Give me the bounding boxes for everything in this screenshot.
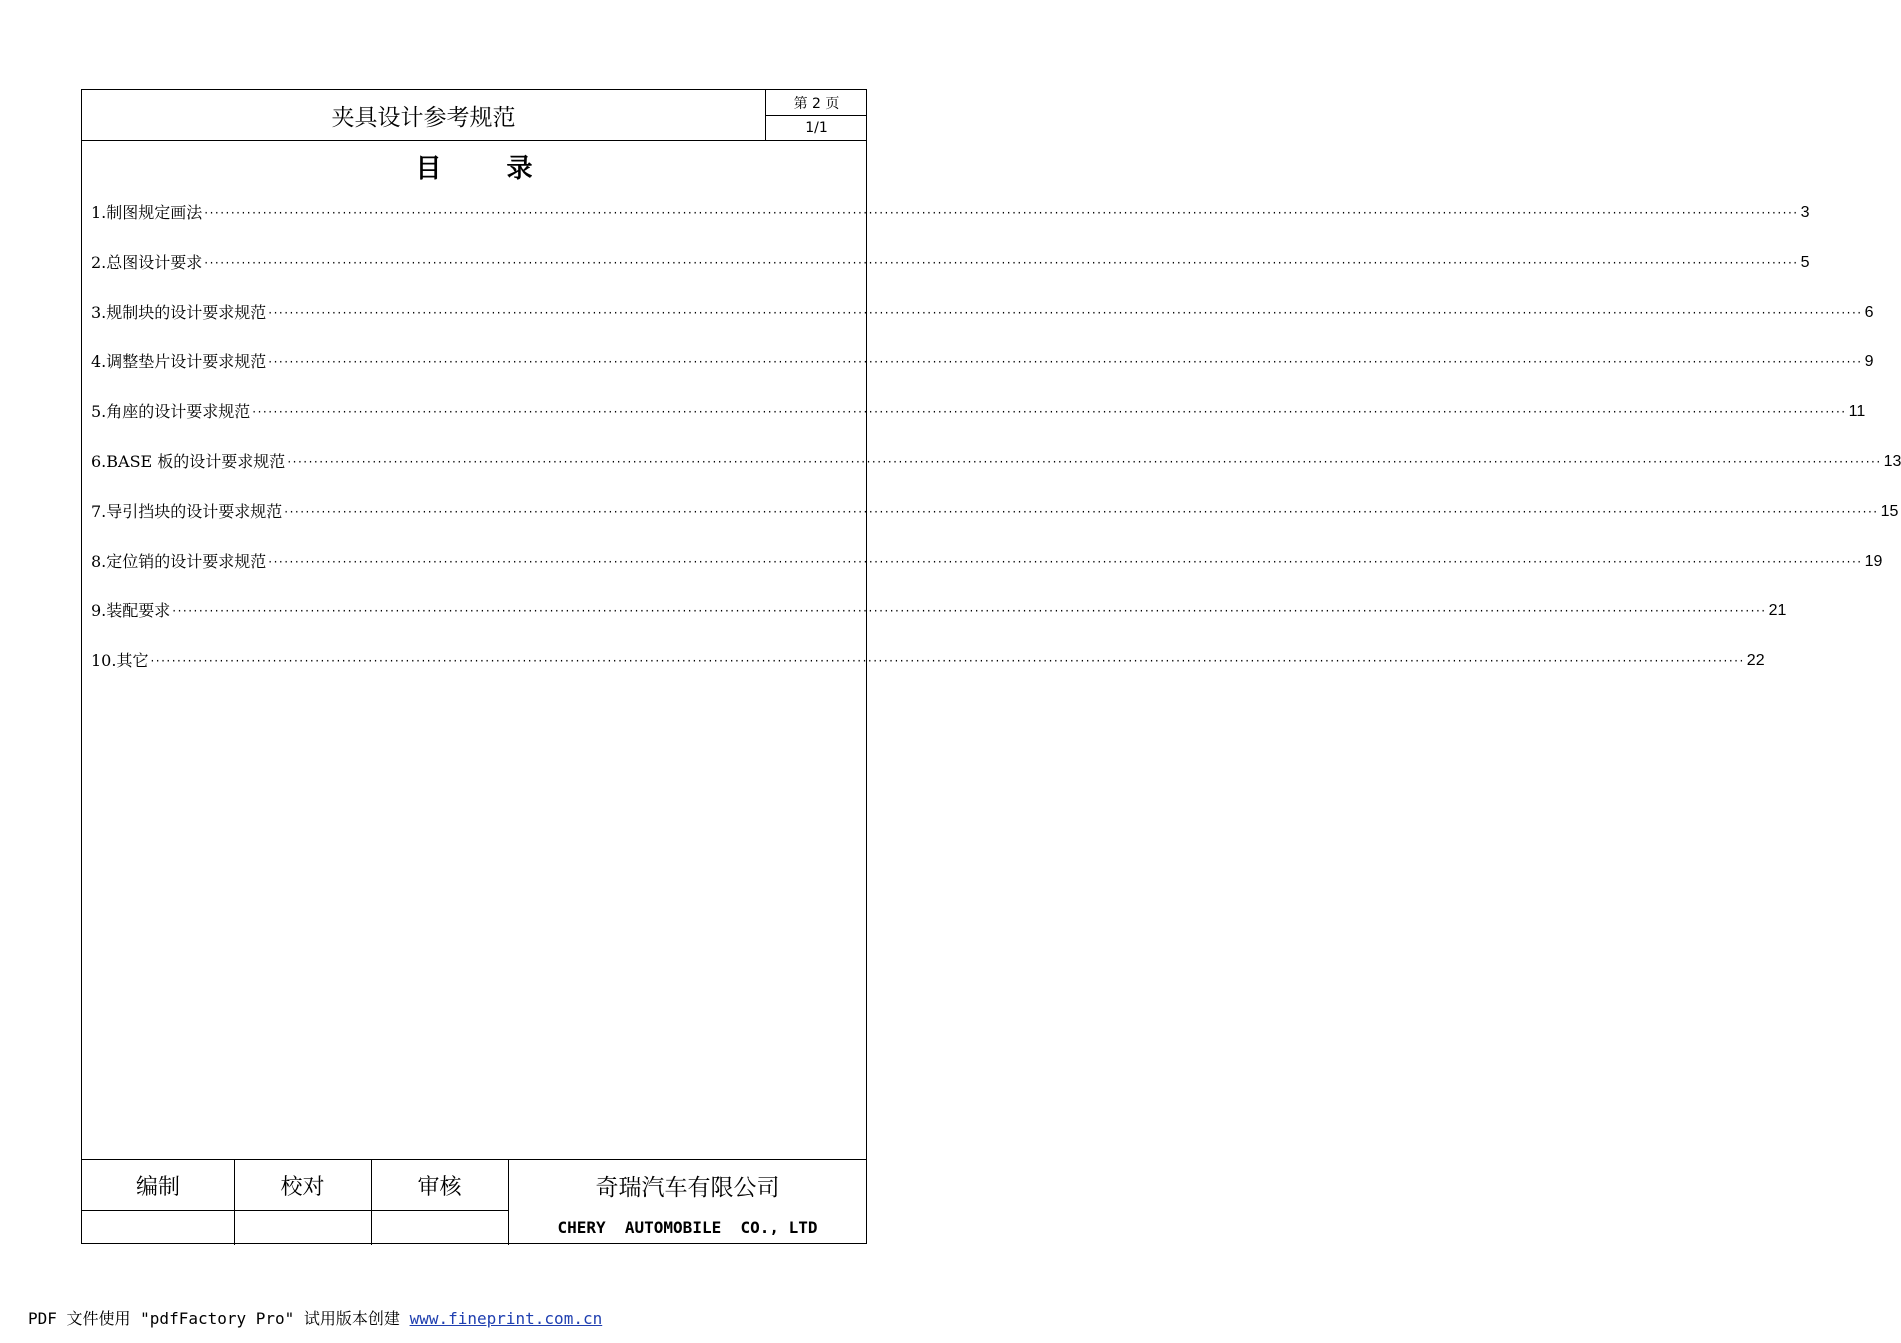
toc-leader-dots: ············································································································································································································································································································	[204, 255, 1799, 270]
toc-item-label: 6.BASE 板的设计要求规范	[91, 451, 286, 471]
toc-item-page: 11	[1848, 403, 1866, 421]
toc-item-page: 5	[1800, 253, 1810, 271]
toc-item-label: 7.导引挡块的设计要求规范	[91, 501, 283, 521]
toc-leader-dots: ············································································································································································································································································································	[150, 654, 1745, 669]
approval-block	[82, 1159, 867, 1245]
toc-leader-dots: ············································································································································································································································································································	[252, 405, 1847, 420]
toc-item[interactable]	[91, 352, 1874, 402]
table-of-contents	[91, 203, 1901, 701]
review-signature[interactable]	[371, 1210, 508, 1245]
toc-item-label: 1.制图规定画法	[91, 203, 203, 222]
toc-item[interactable]	[91, 651, 1765, 701]
toc-leader-dots: ············································································································································································································································································································	[172, 604, 1767, 619]
toc-item[interactable]	[91, 302, 1874, 353]
toc-item-label: 4.调整垫片设计要求规范	[91, 352, 267, 372]
page-number: 第 2 页	[766, 90, 867, 116]
page-count: 1/1	[766, 116, 867, 141]
toc-item-page: 6	[1864, 303, 1874, 321]
toc-item[interactable]	[91, 601, 1787, 651]
toc-item-page: 13	[1883, 452, 1901, 470]
toc-leader-dots: ············································································································································································································································································································	[204, 206, 1799, 220]
review-label: 审核	[417, 1174, 462, 1200]
toc-item[interactable]	[91, 551, 1883, 602]
toc-leader-dots: ············································································································································································································································································································	[268, 554, 1863, 569]
company-name-cn: 奇瑞汽车有限公司	[595, 1174, 780, 1201]
check-signature[interactable]	[234, 1210, 371, 1245]
toc-item[interactable]	[91, 203, 1810, 253]
toc-heading: 目 录	[415, 154, 561, 184]
toc-item-page: 22	[1746, 652, 1765, 670]
toc-leader-dots: ············································································································································································································································································································	[268, 355, 1863, 370]
toc-item-label: 3.规制块的设计要求规范	[91, 302, 267, 322]
toc-item-page: 9	[1864, 353, 1874, 371]
toc-item-page: 19	[1864, 552, 1883, 570]
toc-item[interactable]	[91, 402, 1866, 452]
company-name-en: CHERY AUTOMOBILE CO., LTD	[557, 1218, 818, 1237]
toc-leader-dots: ············································································································································································································································································································	[268, 305, 1863, 320]
toc-item-label: 5.角座的设计要求规范	[91, 402, 251, 422]
divider	[234, 1160, 235, 1245]
toc-item-label: 8.定位销的设计要求规范	[91, 551, 267, 571]
divider	[82, 1210, 508, 1211]
document-title: 夹具设计参考规范	[82, 90, 766, 141]
toc-leader-dots: ············································································································································································································································································································	[287, 454, 1882, 469]
toc-item-label: 2.总图设计要求	[91, 252, 203, 272]
toc-item-page: 15	[1880, 502, 1899, 520]
toc-leader-dots: ············································································································································································································································································································	[284, 504, 1879, 519]
check-label: 校对	[280, 1174, 325, 1200]
toc-item[interactable]	[91, 501, 1899, 552]
toc-item-label: 10.其它	[91, 651, 149, 671]
toc-item[interactable]	[91, 252, 1810, 303]
compile-signature[interactable]	[82, 1210, 234, 1245]
divider	[508, 1160, 509, 1245]
watermark-link[interactable]: www.fineprint.com.cn	[409, 1309, 603, 1328]
divider	[371, 1160, 372, 1245]
document-frame	[81, 89, 1901, 1244]
toc-item-page: 21	[1768, 602, 1787, 620]
pdf-watermark: PDF 文件使用 "pdfFactory Pro" 试用版本创建 www.fineprint.com.cn	[28, 1309, 603, 1328]
toc-item[interactable]	[91, 451, 1901, 502]
compile-label: 编制	[135, 1174, 180, 1200]
toc-item-label: 9.装配要求	[91, 601, 171, 621]
toc-item-page: 3	[1800, 204, 1810, 221]
